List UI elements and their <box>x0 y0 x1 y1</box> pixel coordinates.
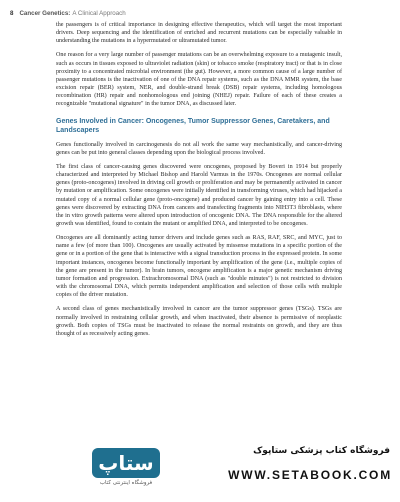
paragraph: One reason for a very large number of passenger mutations can be an overwhelming exposure to a mutagenic insult, such as occurs in tissues exposed to ultraviolet radiation (skin) or tobacco smoke (respiratory tract) or that is in close proximity to a concentrated microbial environment (the gut). However, a more common cause of a large number of passenger mutations is the inactivation of one of the DNA repair systems, such as the DNA MMR system, the base excision repair (BER) system, NER, and double-strand break (DSB) repair systems, including homologous recombination (HR) repair and nonhomologous end joining (NHEJ) repair. Failure of each of these creates a recognizable "mutational signature" in the tumor DNA, as discussed later. <box>56 52 342 108</box>
logo-caption: فروشگاه اینترنتی کتاب <box>99 480 153 486</box>
paragraph: the passengers is of critical importance in designing effective therapeutics, which will target the most important drivers. Deep sequencing and the identification of enriched and recurrent mutations can be especially valuable in understanding the mutations in a hypermutated or ultramutated tumor. <box>56 22 342 45</box>
store-url[interactable]: WWW.SETABOOK.COM <box>228 468 392 482</box>
page-body <box>56 21 342 344</box>
store-banner <box>0 436 400 502</box>
book-title: Cancer Genetics: <box>19 9 71 17</box>
running-header <box>10 6 390 20</box>
paragraph: Genes functionally involved in carcinogenesis do not all work the same way mechanistically, and cancer-driving genes can be put into general classes depending upon the biological process involved. <box>56 141 342 156</box>
paragraph: A second class of genes mechanistically involved in cancer are the tumor suppressor genes (TSGs). TSGs are normally involved in restraining cellular growth, and when inactivated, their absence is permissive of neoplastic growth. Both copies of TSGs must be inactivated to release the normal restraints on growth, and they are thus thought of as recessively acting genes. <box>56 306 342 337</box>
page-number: 8 <box>10 9 14 17</box>
paragraph: Oncogenes are all dominantly acting tumor drivers and include genes such as RAS, RAF, SRC, and MYC, just to name a few (of more than 100). Oncogenes are usually activated by missense mutations in a specific portion of the gene or in a portion of the gene that is interactive with a signal transduction process in the expressed protein. In some important instances, oncogenes become functionally important by amplification of the gene (i.e., multiple copies of the gene are present in the tumor). In brain tumors, oncogene amplification is a major genetic mechanism driving tumor formation and progression. Extrachromosomal DNA (such as "double minutes") is not restricted to division with the chromosomal DNA, which permits independent amplification and selection of those cells with multiple copies of the driver mutation. <box>56 235 342 299</box>
section-heading: Genes Involved in Cancer: Oncogenes, Tumor Suppressor Genes, Caretakers, and Landscapers <box>56 117 330 134</box>
paragraph: The first class of cancer-causing genes discovered were oncogenes, proposed by Boveri in 1914 but properly characterized and interpreted by Michael Bishop and Harold Varmus in the 1970s. Oncogenes are normal cellular genes (proto-oncogenes) involved in driving cell growth or proliferation and may be permanently activated in cancer by mutation or amplification. Some oncogenes were initially identified in transforming viruses, which had hijacked a mutated copy of a normal cellular gene (proto-oncogene) and produced cancer by gaining entry into a cell. These genes were discovered by extracting DNA from cancers and transfecting fragments into NIH3T3 fibroblasts, where the in vitro growth patterns were altered upon introduction of oncogenic DNA. The DNA responsible for the altered growth was identified, found to contain the mutant or amplified DNA, and interpreted to be oncogenes. <box>56 163 342 227</box>
book-subtitle: A Clinical Approach <box>72 9 126 17</box>
store-title: فروشگاه کتاب پزشکی ستاپوک <box>253 446 390 456</box>
logo-mark: ستاپ <box>92 448 160 478</box>
store-logo <box>92 448 160 492</box>
